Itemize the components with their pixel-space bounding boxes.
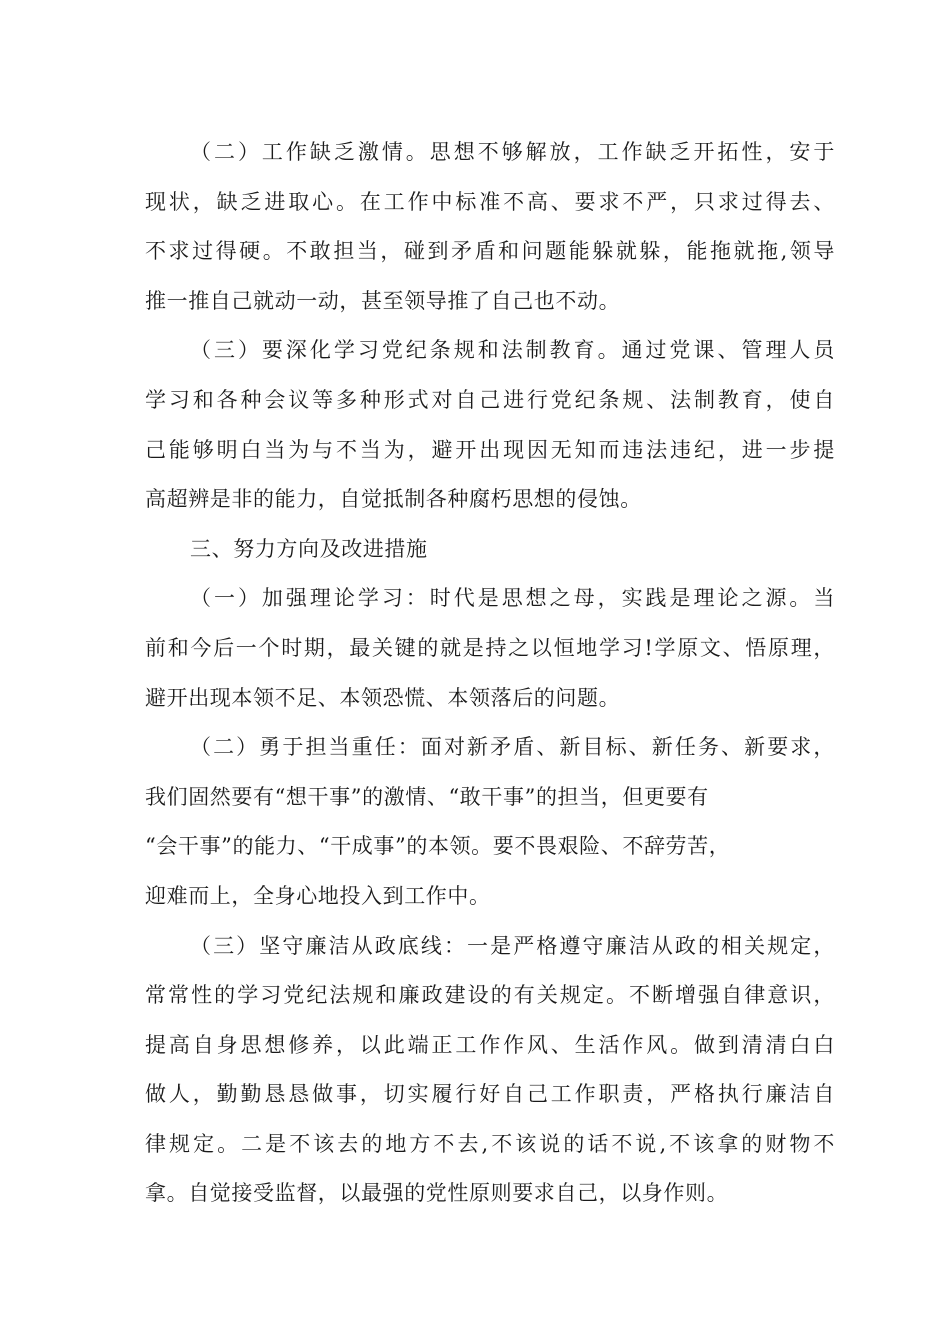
paragraph-line: （三）要深化学习党纪条规和法制教育。通过党课、管理人员	[190, 338, 835, 363]
paragraph-line: 现状，缺乏进取心。在工作中标准不高、要求不严，只求过得去、	[145, 189, 835, 214]
paragraph-line: 我们固然要有“想干事”的激情、“敢干事”的担当，但更要有	[145, 784, 709, 809]
paragraph-line: “会干事”的能力、“干成事”的本领。要不畏艰险、不辞劳苦，	[145, 834, 731, 859]
paragraph-line: 迎难而上，全身心地投入到工作中。	[145, 883, 491, 908]
section-heading: 三、努力方向及改进措施	[190, 536, 428, 561]
paragraph-line: 避开出现本领不足、本领恐慌、本领落后的问题。	[145, 685, 621, 710]
paragraph-line: 常常性的学习党纪法规和廉政建设的有关规定。不断增强自律意识，	[145, 983, 835, 1008]
paragraph-line: 不求过得硬。不敢担当，碰到矛盾和问题能躲就躲，能拖就拖,领导	[145, 239, 835, 264]
paragraph-line: （三）坚守廉洁从政底线：一是严格遵守廉洁从政的相关规定，	[190, 933, 835, 958]
paragraph-line: （二）勇于担当重任：面对新矛盾、新目标、新任务、新要求，	[190, 735, 835, 760]
paragraph-line: 推一推自己就动一动，甚至领导推了自己也不动。	[145, 288, 621, 313]
paragraph-line: 做人，勤勤恳恳做事，切实履行好自己工作职责，严格执行廉洁自	[145, 1082, 835, 1107]
paragraph-line: 提高自身思想修养，以此端正工作作风、生活作风。做到清清白白	[145, 1032, 835, 1057]
paragraph-line: 学习和各种会议等多种形式对自己进行党纪条规、法制教育，使自	[145, 387, 835, 412]
paragraph-line: 拿。自觉接受监督，以最强的党性原则要求自己，以身作则。	[145, 1181, 729, 1206]
paragraph-line: 己能够明白当为与不当为，避开出现因无知而违法违纪，进一步提	[145, 437, 835, 462]
paragraph-line: 律规定。二是不该去的地方不去,不该说的话不说,不该拿的财物不	[145, 1131, 835, 1156]
document-body	[145, 128, 835, 1219]
paragraph-line: （二）工作缺乏激情。思想不够解放，工作缺乏开拓性，安于	[190, 140, 835, 164]
paragraph-line: 前和今后一个时期，最关键的就是持之以恒地学习!学原文、悟原理，	[145, 635, 835, 660]
paragraph-line: （一）加强理论学习：时代是思想之母，实践是理论之源。当	[190, 586, 835, 611]
paragraph-line: 高超辨是非的能力，自觉抵制各种腐朽思想的侵蚀。	[145, 487, 642, 512]
